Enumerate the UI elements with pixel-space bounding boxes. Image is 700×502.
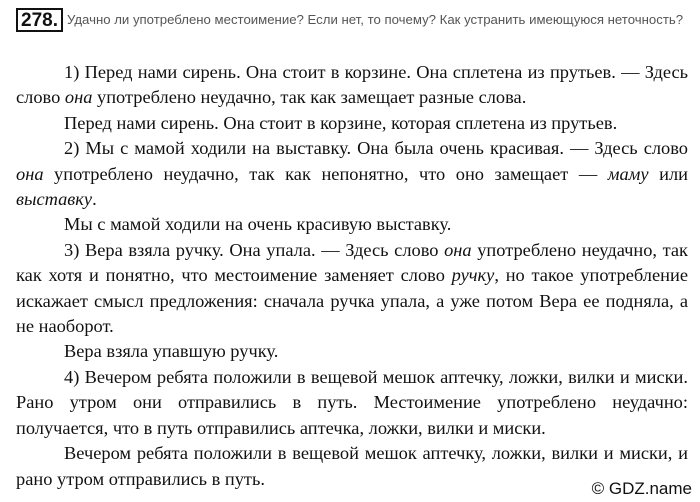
watermark: [592, 479, 692, 499]
item-3-analysis: 3) Вера взяла ручку. Она упала. — Здесь слово она употреблено неудачно, так как хотя и понятно, что местоимение заменяет слово ручку, но такое употребление искажает смысл предложения: сначала ручка упала, а уже потом Вера ее подняла, а не наоборот.: [16, 239, 688, 337]
exercise-number: 278.: [16, 8, 63, 32]
item-2-analysis: 2) Мы с мамой ходили на выставку. Она была очень красивая. — Здесь слово она употреблено неудачно, так как непонятно, что оно замещает — маму или выставку.: [16, 138, 688, 210]
answer-text: [16, 60, 688, 492]
italic-word: ручку: [451, 265, 495, 286]
item-4-analysis: 4) Вечером ребята положили в вещевой мешок аптечку, ложки, вилки и миски. Рано утром они отправились в путь. Местоимение употреблено неудачно: получается, что в путь отправились аптечка, ложки, вилки и миски.: [16, 366, 688, 438]
exercise-header: [16, 8, 686, 32]
italic-word: она: [64, 87, 93, 108]
item-4-correction: Вечером ребята положили в вещевой мешок аптечку, ложки, вилки и миски, и рано утром отправились в путь.: [16, 443, 688, 489]
item-3-correction: Вера взяла упавшую ручку.: [64, 341, 279, 362]
item-2-correction: Мы с мамой ходили на очень красивую выставку.: [64, 214, 452, 235]
italic-word: выставку: [16, 189, 93, 210]
watermark-site: GDZ.name: [608, 479, 692, 498]
exercise-question: Удачно ли употреблено местоимение? Если нет, то почему? Как устранить имеющуюся неточность?: [66, 12, 684, 27]
italic-word: она: [444, 239, 472, 260]
italic-word: маму: [607, 163, 649, 184]
copyright-icon: ©: [591, 479, 605, 498]
item-1-analysis: 1) Перед нами сирень. Она стоит в корзине. Она сплетена из прутьев. — Здесь слово она употреблено неудачно, так как замещает разные слова.: [16, 62, 688, 108]
italic-word: она: [16, 163, 44, 184]
item-1-correction: Перед нами сирень. Она стоит в корзине, которая сплетена из прутьев.: [64, 112, 618, 133]
